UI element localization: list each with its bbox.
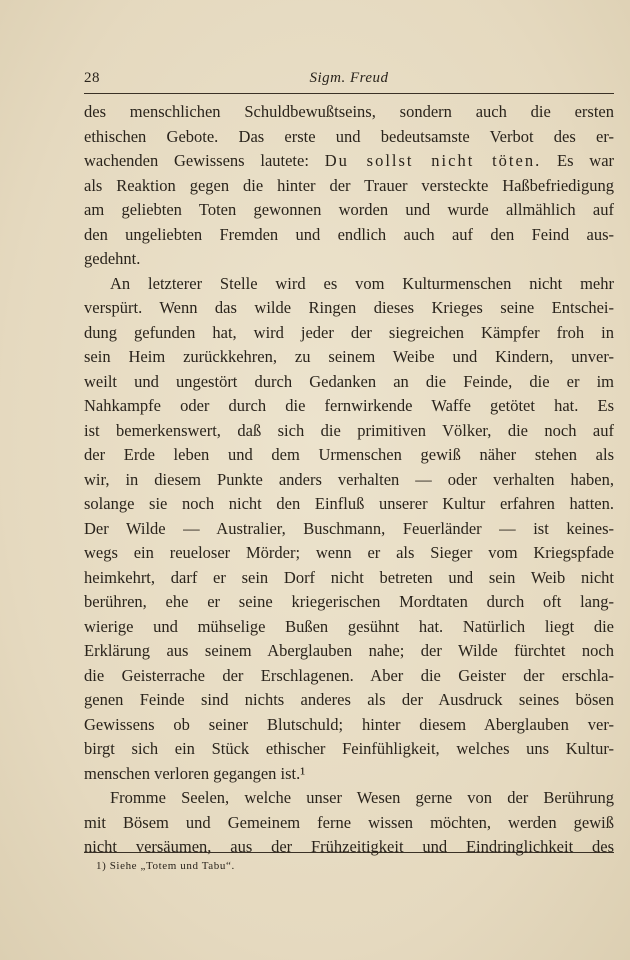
text-fragment: wachenden Gewissens lautete: xyxy=(84,151,309,170)
text-line: des menschlichen Schuldbewußtseins, sondern auch die ersten xyxy=(84,102,614,121)
body-text xyxy=(84,100,614,860)
text-line: mit Bösem und Gemeinem ferne wissen möchten, werden gewiß xyxy=(84,812,614,832)
text-line: genen Feinde sind nichts anderes als der Ausdruck seines bösen xyxy=(84,690,614,709)
paragraph-start: Fromme Seelen, welche unser Wesen gerne von der Berührung xyxy=(110,788,614,807)
text-line: verspürt. Wenn das wilde Ringen dieses Krieges seine Entschei- xyxy=(84,298,614,317)
text-line: gedehnt. xyxy=(84,249,141,268)
page-header xyxy=(84,62,614,88)
text-line: dung gefunden hat, wird jeder der siegreichen Kämpfer froh in xyxy=(84,322,614,342)
text-line-commandment xyxy=(84,149,614,174)
footnote-rule xyxy=(84,852,614,853)
text-line: berühren, ehe er seine kriegerischen Mordtaten durch oft lang- xyxy=(84,592,614,611)
text-line: die Geisterrache der Erschlagenen. Aber die Geister der erschla- xyxy=(84,665,614,685)
text-line: birgt sich ein Stück ethischer Feinfühligkeit, welches uns Kultur- xyxy=(84,739,614,758)
text-fragment: Es war xyxy=(557,151,614,170)
text-line: nicht versäumen, aus der Frühzeitigkeit und Eindringlichkeit des xyxy=(84,837,614,856)
text-line: am geliebten Toten gewonnen worden und wurde allmählich auf xyxy=(84,200,614,219)
text-line: wegs ein reueloser Mörder; wenn er als Sieger vom Kriegspfade xyxy=(84,543,614,562)
text-line: den ungeliebten Fremden und endlich auch auf den Feind aus- xyxy=(84,224,614,244)
text-line: sein Heim zurückkehren, zu seinem Weibe und Kindern, unver- xyxy=(84,347,614,366)
header-rule xyxy=(84,93,614,94)
text-line: weilt und ungestört durch Gedanken an die Feinde, die er im xyxy=(84,371,614,391)
text-line: heimkehrt, darf er sein Dorf nicht betreten und sein Weib nicht xyxy=(84,567,614,587)
running-title: Sigm. Freud xyxy=(309,70,389,86)
paragraph-start: An letzterer Stelle wird es vom Kulturmenschen nicht mehr xyxy=(110,273,614,293)
text-line: Erklärung aus seinem Aberglauben nahe; der Wilde fürchtet noch xyxy=(84,641,614,660)
text-line: Nahkampfe oder durch die fernwirkende Waffe getötet hat. Es xyxy=(84,396,614,415)
text-line: wir, in diesem Punkte anders verhalten — oder verhalten haben, xyxy=(84,469,614,489)
text-line: ist bemerkenswert, daß sich die primitiven Völker, die noch auf xyxy=(84,420,614,440)
text-line: Der Wilde — Australier, Buschmann, Feuerländer — ist keines- xyxy=(84,518,614,538)
footnote: 1) Siehe „Totem und Tabu“. xyxy=(96,860,235,872)
text-line: als Reaktion gegen die hinter der Trauer versteckte Haßbefriedigung xyxy=(84,175,614,195)
text-line: wierige und mühselige Bußen gesühnt hat. Natürlich liegt die xyxy=(84,616,614,636)
text-line: der Erde leben und dem Urmenschen gewiß näher stehen als xyxy=(84,445,614,464)
text-line: Gewissens ob seiner Blutschuld; hinter diesem Aberglauben ver- xyxy=(84,714,614,734)
text-line: solange sie noch nicht den Einfluß unserer Kultur erfahren hatten. xyxy=(84,494,614,513)
text-line: menschen verloren gegangen ist.¹ xyxy=(84,763,306,783)
page-number: 28 xyxy=(84,70,100,86)
spaced-commandment: Du sollst nicht töten. xyxy=(324,151,542,170)
text-line: ethischen Gebote. Das erste und bedeutsamste Verbot des er- xyxy=(84,126,614,146)
